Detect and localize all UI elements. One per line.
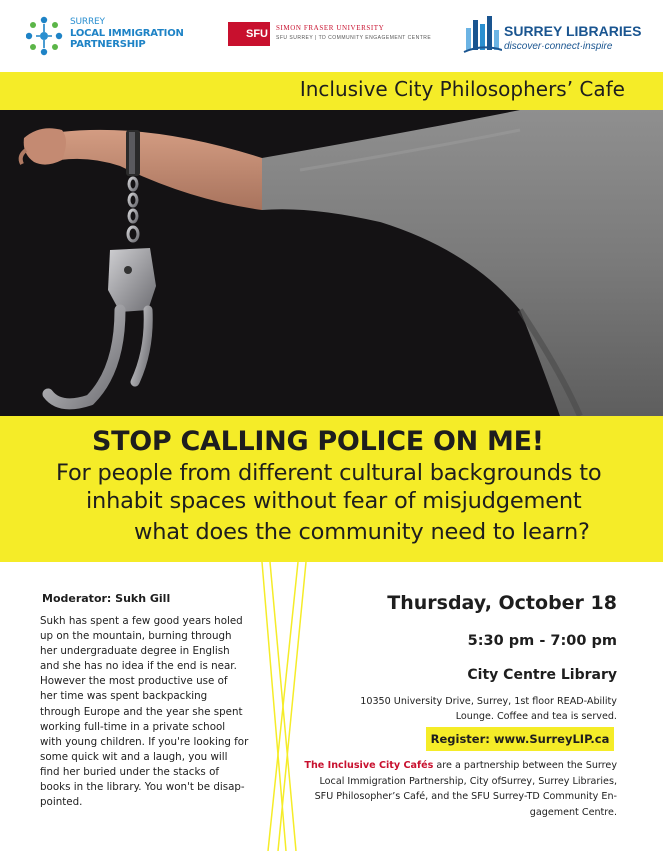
bio-line: with young children. If you're looking for <box>40 735 249 748</box>
bio-line: some quick wit and a laugh, you will <box>40 750 228 763</box>
partnership-line <box>304 758 617 774</box>
headline: STOP CALLING POLICE ON ME! <box>92 426 544 457</box>
bio-line: find her buried under the stacks of <box>40 765 219 778</box>
lip-line1: SURREY <box>70 17 105 27</box>
event-address <box>360 694 617 724</box>
sfu-subtitle: SFU SURREY | TD COMMUNITY ENGAGEMENT CENTRE <box>276 35 432 41</box>
sfu-logo <box>228 22 432 48</box>
bio-line: working full-time in a private school <box>40 720 226 733</box>
partnership-line1-rest: are a partnership between the Surrey <box>433 760 617 771</box>
sfu-box: SFU <box>228 22 270 46</box>
library-bars-icon <box>462 14 502 58</box>
inclusive-city-cafes-brand: The Inclusive City Cafés <box>304 760 434 771</box>
library-name: SURREY LIBRARIES <box>504 23 642 39</box>
partnership-line: gagement Centre. <box>529 806 617 818</box>
bio-line: However the most productive use of <box>40 675 228 688</box>
sfu-name: SIMON FRASER UNIVERSITY <box>276 24 385 32</box>
partnership-note <box>304 758 617 820</box>
bio-line: and she has no idea if the end is near. <box>40 660 237 673</box>
surrey-lip-logo <box>26 14 196 58</box>
address-line: 10350 University Drive, Surrey, 1st floor READ-Ability <box>360 696 617 707</box>
partnership-line: SFU Philosopher’s Café, and the SFU Surrey-TD Community En- <box>314 791 617 802</box>
lip-line3: PARTNERSHIP <box>70 39 146 50</box>
moderator-title: Moderator: Sukh Gill <box>42 592 171 605</box>
subheadline-line: inhabit spaces without fear of misjudgement <box>86 488 582 514</box>
moderator-bio <box>40 614 278 810</box>
lip-line2: LOCAL IMMIGRATION <box>70 28 184 39</box>
logo-strip <box>0 0 663 72</box>
cafe-title: Inclusive City Philosophers’ Cafe <box>299 77 625 101</box>
library-tagline: discover·connect·inspire <box>504 41 613 52</box>
bio-line: up on the mountain, burning through <box>40 630 232 643</box>
address-line: Lounge. Coffee and tea is served. <box>455 711 617 722</box>
bio-line: her time was spent backpacking <box>40 690 208 703</box>
bio-line: pointed. <box>40 796 83 809</box>
lip-circle-icon <box>26 14 66 58</box>
event-venue: City Centre Library <box>467 667 617 683</box>
bio-line: Sukh has spent a few good years holed <box>40 615 243 627</box>
subheadline-line: what does the community need to learn? <box>134 519 590 545</box>
register-link[interactable]: Register: www.SurreyLIP.ca <box>426 727 614 751</box>
surrey-libraries-logo <box>462 14 642 58</box>
subheadline-line: For people from different cultural backgrounds to <box>56 460 602 486</box>
event-time: 5:30 pm - 7:00 pm <box>467 633 617 649</box>
partnership-line: Local Immigration Partnership, City ofSurrey, Surrey Libraries, <box>319 775 617 787</box>
bio-line: books in the library. You won't be disap- <box>40 781 245 794</box>
title-band <box>0 72 663 110</box>
handcuff-photo <box>0 110 663 416</box>
bio-line: her undergraduate degree in English <box>40 645 230 658</box>
event-date: Thursday, October 18 <box>387 592 617 614</box>
bio-line: through Europe and the year she spent <box>40 705 243 718</box>
headline-band <box>0 416 663 562</box>
